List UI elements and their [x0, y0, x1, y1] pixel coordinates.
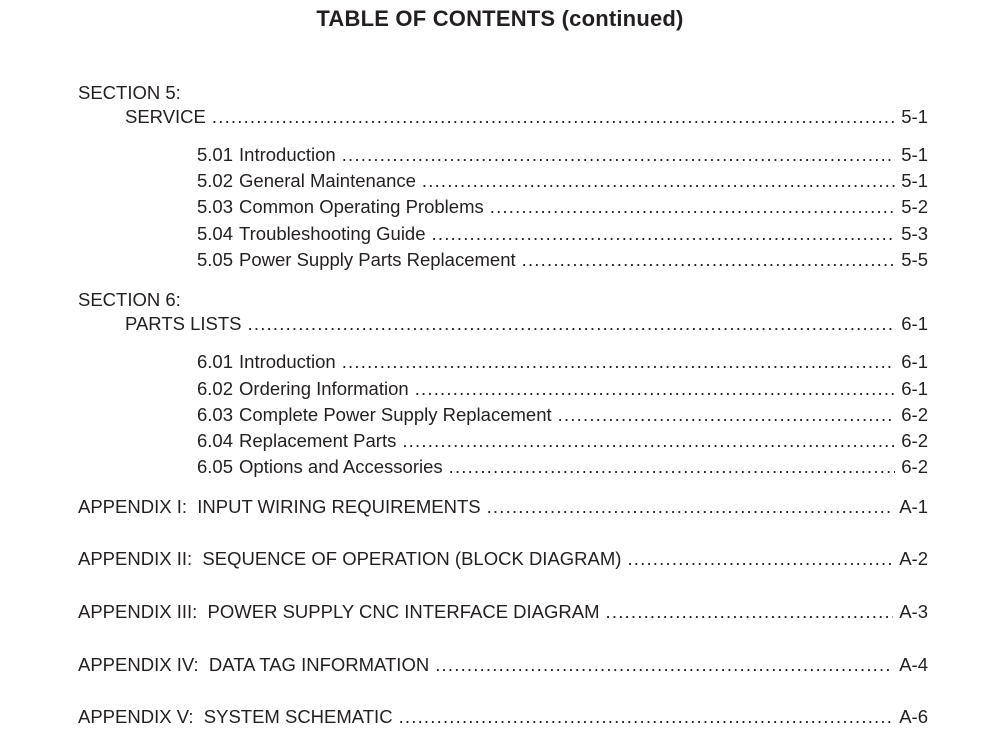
toc-entry-number: 6.02: [197, 378, 234, 399]
toc-entry-page: 5-3: [901, 223, 928, 244]
toc-entry-page: A-1: [899, 496, 928, 517]
dot-leader: [435, 654, 893, 676]
toc-entry-label: Options and Accessories: [239, 456, 443, 477]
toc-entry-label: SERVICE: [125, 106, 206, 127]
toc-entry-page: 5-1: [901, 144, 928, 165]
dot-leader: [522, 249, 896, 271]
toc-entry-page: 5-5: [901, 249, 928, 270]
toc-entry-page: A-6: [899, 706, 928, 727]
toc-entry-page: 6-2: [901, 430, 928, 451]
toc-entry-page: 5-1: [901, 106, 928, 127]
toc-appendix[interactable]: [0, 548, 1000, 570]
toc-subentry[interactable]: [0, 378, 1000, 400]
dot-leader: [606, 601, 894, 623]
dot-leader: [432, 223, 896, 245]
toc-entry-page: 6-1: [901, 378, 928, 399]
dot-leader: [558, 404, 896, 426]
dot-leader: [342, 144, 896, 166]
toc-subentry[interactable]: [0, 456, 1000, 478]
dot-leader: [415, 378, 896, 400]
toc-entry-page: A-3: [899, 601, 928, 622]
toc-entry-number: 5.01: [197, 144, 234, 165]
toc-entry[interactable]: [0, 313, 1000, 335]
dot-leader: [422, 170, 895, 192]
toc-entry-label: Power Supply Parts Replacement: [239, 249, 516, 270]
toc-entry-label: PARTS LISTS: [125, 313, 242, 334]
toc-subentry[interactable]: [0, 170, 1000, 192]
section-heading: [0, 289, 1000, 311]
toc-appendix[interactable]: [0, 706, 1000, 728]
dot-leader: [487, 496, 894, 518]
toc-entry-label: Common Operating Problems: [239, 196, 484, 217]
toc-subentry[interactable]: [0, 196, 1000, 218]
toc-entry-label: Introduction: [239, 144, 336, 165]
toc-entry-label: General Maintenance: [239, 170, 416, 191]
page-title: TABLE OF CONTENTS (continued): [316, 6, 684, 31]
toc-entry-label: APPENDIX V: SYSTEM SCHEMATIC: [78, 706, 393, 727]
toc-entry-number: 6.05: [197, 456, 234, 477]
toc-subentry[interactable]: [0, 249, 1000, 271]
toc-entry-number: 6.01: [197, 351, 234, 372]
toc-subentry[interactable]: [0, 351, 1000, 373]
dot-leader: [449, 456, 896, 478]
dot-leader: [490, 196, 896, 218]
toc-appendix[interactable]: [0, 496, 1000, 518]
toc-entry-page: 5-1: [901, 170, 928, 191]
dot-leader: [342, 351, 896, 373]
section-heading: [0, 82, 1000, 104]
section-5-heading: SECTION 5:: [78, 82, 181, 103]
toc-appendix[interactable]: [0, 601, 1000, 623]
toc-entry-page: 5-2: [901, 196, 928, 217]
toc-entry-page: A-2: [899, 548, 928, 569]
toc-entry-page: 6-1: [901, 313, 928, 334]
dot-leader: [248, 313, 896, 335]
toc-subentry[interactable]: [0, 430, 1000, 452]
toc-entry-label: APPENDIX II: SEQUENCE OF OPERATION (BLOCK DIAGRAM): [78, 548, 622, 569]
toc-subentry[interactable]: [0, 144, 1000, 166]
toc-entry-page: 6-2: [901, 456, 928, 477]
toc-entry[interactable]: [0, 106, 1000, 128]
toc-entry-label: Ordering Information: [239, 378, 409, 399]
toc-entry-label: Introduction: [239, 351, 336, 372]
toc-entry-label: APPENDIX IV: DATA TAG INFORMATION: [78, 654, 430, 675]
toc-entry-label: APPENDIX I: INPUT WIRING REQUIREMENTS: [78, 496, 481, 517]
toc-entry-page: 6-1: [901, 351, 928, 372]
toc-appendix[interactable]: [0, 654, 1000, 676]
dot-leader: [402, 430, 895, 452]
section-6-heading: SECTION 6:: [78, 289, 181, 310]
toc-entry-label: Troubleshooting Guide: [239, 223, 426, 244]
toc-entry-number: 5.03: [197, 196, 234, 217]
toc-entry-number: 6.04: [197, 430, 234, 451]
toc-entry-page: 6-2: [901, 404, 928, 425]
toc-subentry[interactable]: [0, 404, 1000, 426]
toc-entry-label: Replacement Parts: [239, 430, 397, 451]
toc-subentry[interactable]: [0, 223, 1000, 245]
toc-entry-number: 5.05: [197, 249, 234, 270]
toc-entry-label: APPENDIX III: POWER SUPPLY CNC INTERFACE DIAGRAM: [78, 601, 600, 622]
toc-entry-page: A-4: [899, 654, 928, 675]
toc-entry-number: 5.02: [197, 170, 234, 191]
dot-leader: [212, 106, 895, 128]
toc-entry-number: 5.04: [197, 223, 234, 244]
dot-leader: [627, 548, 893, 570]
dot-leader: [399, 706, 894, 728]
toc-entry-label: Complete Power Supply Replacement: [239, 404, 552, 425]
toc-entry-number: 6.03: [197, 404, 234, 425]
